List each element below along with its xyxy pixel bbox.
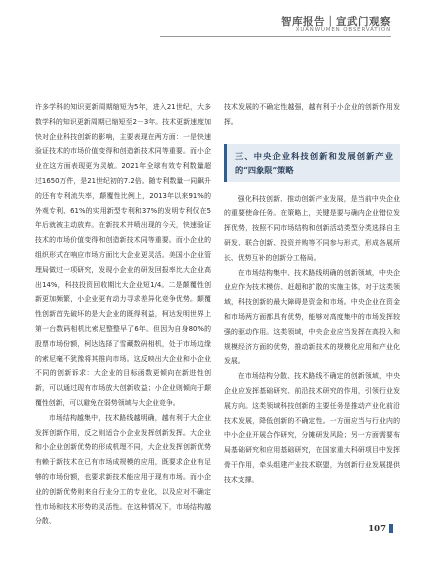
header-rule bbox=[160, 36, 391, 37]
page-number: 107 bbox=[368, 524, 386, 534]
section-heading-box bbox=[224, 144, 400, 182]
body-paragraph: 在市场结构分散、技术路线不确定的创新领域，中央企业应发挥基础研究、前沿技术研究的作用，引领行业发展方向。这类领域科技创新的主要任务是推动产业化前沿技术发展，降低创新的不确定性。一方面应当与行业内的中小企业开展合作研究，分摊研发风险；另一方面需要布局基础研究和应用基础研究，在国家重大科研项目中发挥骨干作用，牵头组建产业技术联盟，为创新行业发展提供技术支撑。 bbox=[224, 372, 400, 484]
header-subtitle: XUANWUMEN OBSERVATION bbox=[295, 27, 391, 33]
body-paragraph: 技术发展的不确定性越强，越有利于小企业的创新作用发挥。 bbox=[224, 103, 400, 126]
body-paragraph: 市场结构越集中，技术路线越明确，越有利于大企业发挥创新作用，反之则适合小企业发挥创新发挥。大企业和小企业创新优势的形成机理不同，大企业发挥创新优势有赖于新技术在已有市场成规模的应用，既要求企业有足够的市场份额，也要求新技术能应用于现有市场。而小企业的创新优势则来自行业分工的专业化，以及应对不确定性市场和技术形势的灵活性。在这种情况下，市场结构越分散、 bbox=[35, 413, 211, 526]
left-column bbox=[35, 100, 211, 529]
section-heading: 三、中央企业科技创新和发展创新产业的“四象限”策略 bbox=[235, 150, 393, 175]
page-number-marker bbox=[389, 524, 393, 533]
body-paragraph: 强化科技创新、推动创新产业发展，是当前中央企业的重要使命任务。在策略上，关键是要与确内企业错位发挥优势，按照不同市场结构和创新活动类型分类选择自主研发、联合创新、投资并购等不同参与形式，形成各展所长、优势互补的创新分工格局。 bbox=[224, 194, 400, 262]
right-column bbox=[224, 100, 400, 488]
body-paragraph: 许多学科的知识更新周期缩短为5年，进入21世纪，大多数学科的知识更新周期已缩短至2－3年。技术更新速度加快对企业科技创新的影响，主要表现在两方面：一是快速验证技术的市场价值变得和创造新技术同等重要。而小企业在这方面表现更为灵敏。2021年全球有效专利数量超过1650万件，是21世纪初的7.2倍。随专利数量一同飙升的还有专利流失率，颠覆性比例上，2013年以来91%的外观专利、61%的实用新型专利和37%的发明专利仅在5年后就被主动放弃。在新技术井喷出现的今天，快速验证技术的市场价值变得和创造新技术同等重要。而小企业的组织形式在响应市场方面比大企业更灵活。美国小企业管理局做过一项研究，发现小企业的研发回报率比大企业高出14%，科技投资回收期比大企业短1/4。二是颠覆性创新更加频繁，小企业更有动力寻求差异化竞争优势。颠覆性创新首先破坏的是大企业的既得利益，柯达发明世界上第一台数码相机比索尼整整早了6年。但因为自身80%的股票市场份额，柯达选择了雪藏数码相机，处于市场边缘的索尼毫不犹豫将其推向市场。这反映出大企业和小企业不同的创新诉求：大企业的目标函数更倾向在新进性创新，可以通过现有市场放大创新收益；小企业则倾向于颠覆性创新，可以避免在弱势领域与大企业竞争。 bbox=[35, 103, 211, 407]
body-paragraph: 在市场结构集中、技术路线明确的创新领域，中央企业应作为技术模仿、赶超和扩散的实施主体，对于这类领域，科技创新的最大障碍是资金和市场。中央企业在资金和市场两方面都具有优势，能够对高度集中的市场发挥较强的驱动作用。这类领域，中央企业应当发挥在高投入和规模经济方面的优势，推动新技术的规模化应用和产业化发展。 bbox=[224, 268, 400, 366]
header-title: 智库报告｜宣武门观察 bbox=[281, 16, 391, 28]
